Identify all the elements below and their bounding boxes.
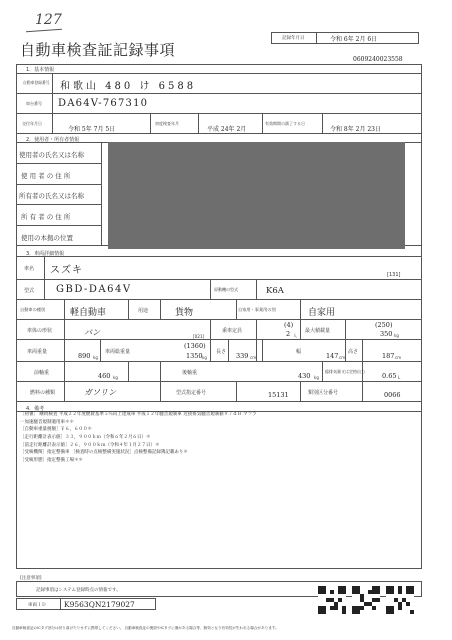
remark-line: ［受検機関］指定整備車 ［検査時の点検整備実施状況］点検整備記録簿記載あり＊ (20, 450, 188, 456)
rear-axle-label: 後軸重 (182, 370, 198, 376)
category-value: 0066 (384, 391, 401, 399)
make-value: スズキ (50, 265, 83, 276)
displacement-label: 総排気量又は定格出力 (325, 369, 365, 374)
business-value: 自家用 (308, 308, 336, 318)
weight-value: 890 (78, 352, 91, 360)
notes-title: [注意事項] (20, 576, 42, 581)
remark-line: 一加速騒音規制適用車＊＊ (20, 419, 74, 425)
notes-line: 記録事項はシステム登録時点の情報です。 (36, 588, 121, 593)
height-unit: cm (395, 355, 402, 360)
first-reg-label: 初度検査年月 (155, 121, 179, 126)
expiry-label: 有効期間の満了する日 (265, 121, 305, 126)
displacement-unit: L (398, 375, 401, 380)
document-number: 0609240023558 (353, 56, 403, 63)
weight-unit: kg (93, 355, 98, 360)
owner-name-label: 所有者の氏名又は名称 (19, 192, 84, 200)
remarks-block (20, 413, 415, 467)
type-no-value: 15131 (268, 391, 289, 399)
type-no-label: 型式指定番号 (176, 390, 207, 396)
category-label: 類別区分番号 (308, 390, 339, 396)
weight-label: 車両重量 (27, 349, 48, 355)
make-label: 車名 (24, 266, 35, 272)
page-title: 自動車検査証記録事項 (20, 41, 176, 59)
user-name-label: 使用者の氏名又は名称 (19, 151, 84, 159)
engine-label: 原動機の型式 (214, 287, 238, 292)
qr-code-icon (318, 586, 346, 614)
handwritten-number: 127 (35, 12, 62, 28)
displacement-value: 0.65 (382, 372, 397, 380)
length-value: 339 (236, 352, 249, 360)
width-label: 幅 (296, 349, 302, 355)
record-date-value: 令和 6年 2月 6日 (330, 36, 378, 43)
max-load-top: (250) (375, 321, 393, 329)
qr-code-icon (386, 586, 414, 614)
fuel-label: 燃料の種類 (30, 390, 56, 396)
kind-label: 自動車の種別 (20, 307, 46, 312)
body-label: 車体の形状 (27, 328, 53, 334)
business-label: 自家用・事業用の別 (238, 307, 276, 312)
plate-label: 自動車登録番号 (23, 80, 50, 85)
length-label: 長さ (216, 349, 227, 355)
engine-value: K6A (266, 286, 284, 296)
capacity-unit: 人 (293, 333, 297, 338)
issue-value: 令和 5年 7月 5日 (68, 126, 116, 133)
chassis-label: 車台番号 (26, 101, 42, 106)
gross-label: 車両総重量 (105, 349, 131, 355)
section-remarks-header: 4．備考 (26, 406, 45, 412)
expiry-value: 令和 8年 2月 23日 (330, 126, 381, 133)
kind-value: 軽自動車 (70, 308, 107, 318)
width-unit: cm (339, 355, 346, 360)
capacity-label: 乗車定員 (222, 328, 243, 334)
remark-line: ［自動車重量税額］￥６，６００＊ (20, 427, 92, 433)
height-label: 高さ (348, 349, 359, 355)
fuel-value: ガソリン (84, 388, 116, 397)
max-load-value: 350 (380, 330, 393, 338)
issue-label: 交付年月日 (22, 121, 42, 126)
record-date-label: 記録年月日 (282, 36, 305, 41)
width-value: 147 (326, 352, 339, 360)
height-value: 187 (382, 352, 395, 360)
model-value: GBD-DA64V (56, 284, 132, 295)
max-load-unit: kg (394, 333, 399, 338)
remark-line: ［走行距離計表示値］３３，９００ｋｍ（令和６年２月６日）＊ (20, 435, 151, 441)
first-reg-value: 平成 24年 2月 (207, 126, 247, 133)
gross-top: (1360) (184, 342, 206, 350)
capacity-top: (4) (284, 321, 294, 329)
rear-axle-value: 430 (298, 372, 311, 380)
make-code: [131] (387, 272, 401, 278)
base-location-label: 使用の本拠の位置 (21, 234, 73, 242)
max-load-label: 最大積載量 (305, 328, 331, 334)
redacted-owner-info (108, 142, 405, 249)
remark-line: ［受検形態］指定整備工場＊＊ (20, 458, 83, 464)
section-owner-header: 2．使用者・所有者情報 (26, 137, 80, 143)
remark-line: ［初審］ 継続検査 平成２２年度燃費基準５％向上達成車 平成１２年騒音規制車 近接排気騒音規制値９７ｄＢ マフラ (20, 412, 257, 417)
body-value: バン (84, 328, 100, 337)
gross-unit: kg (202, 355, 207, 360)
vehicle-id-value: K9563QN2179027 (64, 600, 135, 609)
front-axle-unit: kg (113, 375, 118, 380)
user-address-label: 使 用 者 の 住 所 (21, 172, 71, 180)
section-vehicle-header: 3．車両詳細情報 (26, 251, 65, 257)
use-value: 貨物 (175, 308, 194, 318)
rear-axle-unit: kg (314, 375, 319, 380)
capacity-value: 2 (286, 330, 291, 338)
section-basic-header: 1．基本情報 (26, 67, 55, 73)
use-label: 用途 (138, 308, 149, 314)
chassis-value: DA64V-767310 (58, 98, 149, 109)
gross-value: 1350 (186, 352, 203, 360)
body-code: [021] (193, 334, 205, 339)
length-unit: cm (250, 355, 257, 360)
handwritten-underline (26, 29, 62, 33)
plate-value: 和歌山 480 け 6588 (60, 81, 197, 92)
front-axle-label: 前軸重 (34, 370, 50, 376)
qr-code-icon (352, 586, 380, 614)
footer-note: 自動車検査証のICタグ部分は折り曲げたりせずに携帯してください。 自動車検査証の裏面やICタグに傷がある場合等、無効となり有効性が失われる場合があります。 (12, 626, 279, 630)
model-label: 型式 (24, 288, 35, 294)
vehicle-id-label: 車両ＩＤ (28, 603, 46, 608)
front-axle-value: 460 (98, 372, 111, 380)
remark-line: ［前走行距離計表示値］２６，９００ｋｍ（令和４年１月２７日）＊ (20, 442, 160, 448)
owner-address-label: 所 有 者 の 住 所 (21, 213, 71, 221)
